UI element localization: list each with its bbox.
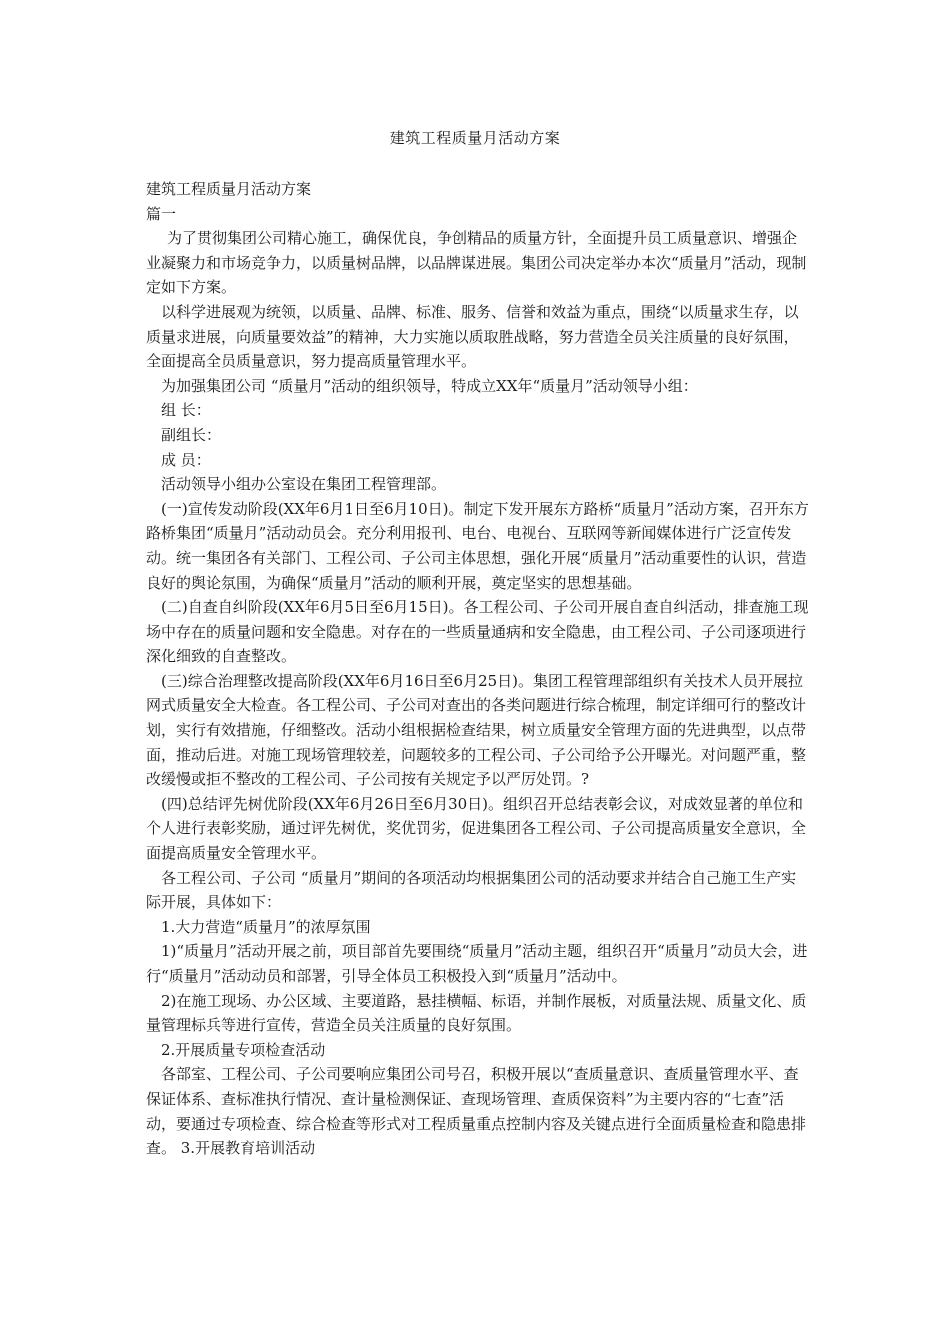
paragraph: (二)自查自纠阶段(XX年6月5日至6月15日)。各工程公司、子公司开展自查自纠活动，排查施工现场中存在的质量问题和安全隐患。对存在的一些质量通病和安全隐患，由工程公司、子公司逐项进行深化细致的自查整改。 (146, 598, 809, 666)
paragraph: 各工程公司、子公司 “质量月”期间的各项活动均根据集团公司的活动要求并结合自己施工生产实际开展，具体如下： (146, 868, 797, 912)
paragraph: 2.开展质量专项检查活动 (161, 1040, 326, 1059)
paragraph: 各部室、工程公司、子公司要响应集团公司号召，积极开展以“查质量意识、查质量管理水平、查保证体系、查标准执行情况、查计量检测保证、查现场管理、查质保资料”为主要内容的“七查”活动，要通过专项检查、综合检查等形式对工程质量重点控制内容及关键点进行全面质量检查和隐患排查。 3.开展教育培训活动 (146, 1065, 807, 1158)
paragraph: 1.大力营造“质量月”的浓厚氛围 (161, 917, 371, 936)
section-label: 篇一 (146, 204, 177, 223)
paragraph: 活动领导小组办公室设在集团工程管理部。 (161, 475, 447, 494)
paragraph: 成 员： (161, 450, 211, 469)
paragraph: 副组长： (161, 425, 222, 444)
paragraph: 组 长： (161, 401, 211, 420)
document-title: 建筑工程质量月活动方案 (389, 129, 561, 147)
paragraph: 1)“质量月”活动开展之前，项目部首先要围绕“质量月”活动主题，组织召开“质量月”动员大会，进行“质量月”活动动员和部署，引导全体员工积极投入到“质量月”活动中。 (146, 942, 808, 985)
paragraph: 以科学进展观为统领，以质量、品牌、标准、服务、信誉和效益为重点，围绕“以质量求生存，以质量求进展，向质量要效益”的精神，大力实施以质取胜战略，努力营造全员关注质量的良好氛围，全面提高全员质量意识，努力提高质量管理水平。 (146, 302, 799, 371)
paragraph: (三)综合治理整改提高阶段(XX年6月16日至6月25日)。集团工程管理部组织有关技术人员开展拉网式质量安全大检查。各工程公司、子公司对查出的各类问题进行综合梳理，制定详细可行的整改计划，实行有效措施，仔细整改。活动小组根据检查结果，树立质量安全管理方面的先进典型，以点带面，推动后进。对施工现场管理较差，问题较多的工程公司、子公司给予公开曝光。对问题严重，整改缓慢或拒不整改的工程公司、子公司按有关规定予以严厉处罚。? (146, 671, 807, 789)
paragraph: (四)总结评先树优阶段(XX年6月26日至6月30日)。组织召开总结表彰会议，对成效显著的单位和个人进行表彰奖励，通过评先树优，奖优罚劣，促进集团各工程公司、子公司提高质量安全意识，全面提高质量安全管理水平。 (146, 794, 807, 863)
paragraph: 为加强集团公司 “质量月”活动的组织领导，特成立XX年“质量月”活动领导小组： (161, 376, 698, 395)
body-heading: 建筑工程质量月活动方案 (146, 180, 312, 198)
paragraph: 为了贯彻集团公司精心施工，确保优良，争创精品的质量方针，全面提升员工质量意识、增强企业凝聚力和市场竞争力，以质量树品牌，以品牌谋进展。集团公司决定举办本次“质量月”活动，现制定如下方案。 (146, 229, 807, 297)
paragraph: 2)在施工现场、办公区域、主要道路，悬挂横幅、标语，并制作展板，对质量法规、质量文化、质量管理标兵等进行宣传，营造全员关注质量的良好氛围。 (146, 991, 807, 1035)
document-body (146, 177, 811, 1161)
paragraph: (一)宣传发动阶段(XX年6月1日至6月10日)。制定下发开展东方路桥“质量月”活动方案，召开东方路桥集团“质量月”活动动员会。充分利用报刊、电台、电视台、互联网等新闻媒体进行广泛宣传发动。统一集团各有关部门、工程公司、子公司主体思想，强化开展“质量月”活动重要性的认识，营造良好的舆论氛围，为确保“质量月”活动的顺利开展，奠定坚实的思想基础。 (146, 499, 809, 592)
